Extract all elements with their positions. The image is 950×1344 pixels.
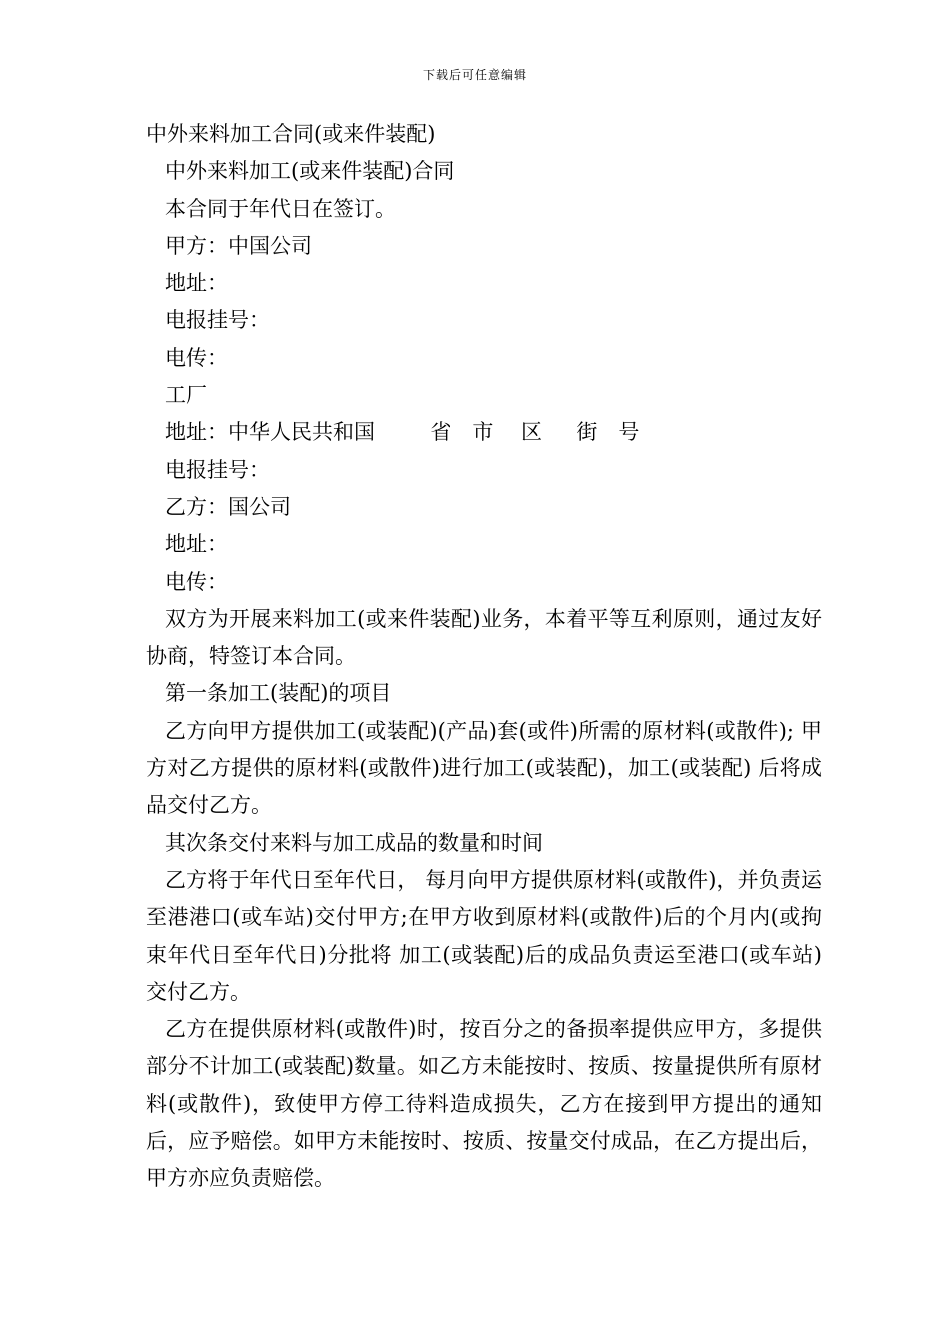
article2-paragraph-2: 乙方在提供原材料(或散件)时，按百分之的备损率提供应甲方，多提供部分不计加工(或装配)数量。如乙方未能按时、按质、按量提供所有原材料(或散件)，致使甲方停工待料造成损失，乙方在接到甲方提出的通知后，应予赔偿。如甲方未能按时、按质、按量交付成品，在乙方提出后，甲方亦应负责赔偿。 — [146, 1017, 822, 1191]
factory-name: 工厂 — [165, 383, 207, 408]
party-b-fax: 电传： — [165, 569, 228, 594]
header-note: 下载后可任意编辑 — [422, 68, 527, 82]
document-body — [146, 116, 822, 1198]
party-a-address: 地址： — [165, 271, 228, 296]
party-b-address: 地址： — [165, 532, 228, 557]
party-b-name: 乙方：国公司 — [165, 494, 291, 519]
article1-paragraph: 乙方向甲方提供加工(或装配)(产品)套(或件)所需的原材料(或散件); 甲方对乙方提供的原材料(或散件)进行加工(或装配)，加工(或装配) 后将成品交付乙方。 — [146, 718, 822, 818]
document-title: 中外来料加工合同(或来件装配) — [146, 122, 436, 146]
factory-telegraph: 电报挂号： — [165, 457, 270, 482]
article1-heading: 第一条加工(装配)的项目 — [165, 681, 392, 706]
article2-heading: 其次条交付来料与加工成品的数量和时间 — [165, 830, 543, 855]
article2-paragraph-1: 乙方将于年代日至年代日， 每月向甲方提供原材料(或散件)，并负责运至港港口(或车站)交付甲方;在甲方收到原材料(或散件)后的个月内(或拘束年代日至年代日)分批将 加工(或装配)后的成品负责运至港口(或车站)交付乙方。 — [146, 867, 822, 1004]
party-a-name: 甲方：中国公司 — [165, 233, 312, 258]
factory-address: 地址：中华人民共和国 省 市 区 街 号 — [165, 420, 640, 445]
preamble-paragraph: 双方为开展来料加工(或来件装配)业务，本着平等互利原则，通过友好协商，特签订本合同。 — [146, 606, 822, 669]
contract-subtitle: 中外来料加工(或来件装配)合同 — [165, 159, 455, 184]
signing-date-line: 本合同于年代日在签订。 — [165, 196, 396, 221]
party-a-fax: 电传： — [165, 345, 228, 370]
party-a-telegraph: 电报挂号： — [165, 308, 270, 333]
